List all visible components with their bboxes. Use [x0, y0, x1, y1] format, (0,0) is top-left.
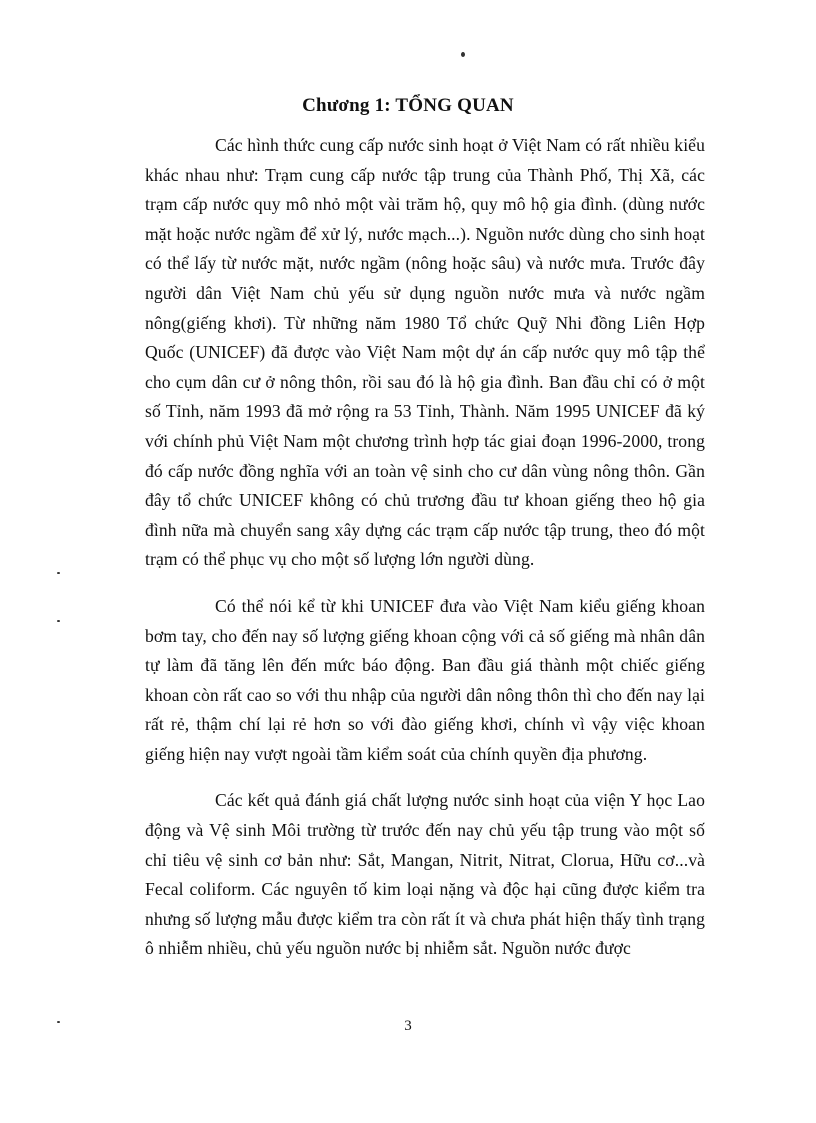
- paragraph-1: Các hình thức cung cấp nước sinh hoạt ở Việt Nam có rất nhiều kiểu khác nhau như: Trạm cung cấp nước tập trung của Thành Phố, Thị Xã, các trạm cấp nước quy mô nhỏ một vài trăm hộ, quy mô hộ gia đình. (dùng nước mặt hoặc nước ngầm để xử lý, nước mạch...). Nguồn nước dùng cho sinh hoạt có thể lấy từ nước mặt, nước ngầm (nông hoặc sâu) và nước mưa. Trước đây người dân Việt Nam chủ yếu sử dụng nguồn nước mưa và nước ngầm nông(giếng khơi). Từ những năm 1980 Tổ chức Quỹ Nhi đồng Liên Hợp Quốc (UNICEF) đã được vào Việt Nam một dự án cấp nước quy mô tập thể cho cụm dân cư ở nông thôn, rồi sau đó là hộ gia đình. Ban đầu chỉ có ở một số Tỉnh, năm 1993 đã mở rộng ra 53 Tỉnh, Thành. Năm 1995 UNICEF đã ký với chính phủ Việt Nam một chương trình hợp tác giai đoạn 1996-2000, trong đó cấp nước đồng nghĩa với an toàn vệ sinh cho cư dân vùng nông thôn. Gần đây tổ chức UNICEF không có chủ trương đầu tư khoan giếng theo hộ gia đình nữa mà chuyển sang xây dựng các trạm cấp nước tập trung, theo đó một trạm có thể phục vụ cho một số lượng lớn người dùng.: [145, 135, 705, 570]
- paragraph-2: Có thể nói kể từ khi UNICEF đưa vào Việt Nam kiểu giếng khoan bơm tay, cho đến nay số lượng giếng khoan cộng với cả số giếng mà nhân dân tự làm đã tăng lên đến mức báo động. Ban đầu giá thành một chiếc giếng khoan còn rất cao so với thu nhập của người dân nông thôn thì cho đến nay lại rất rẻ, thậm chí lại rẻ hơn so với đào giếng khơi, chính vì vậy việc khoan giếng hiện nay vượt ngoài tầm kiểm soát của chính quyền địa phương.: [145, 595, 705, 764]
- paragraph-3: Các kết quả đánh giá chất lượng nước sinh hoạt của viện Y học Lao động và Vệ sinh Môi trường từ trước đến nay chủ yếu tập trung vào một số chỉ tiêu vệ sinh cơ bản như: Sắt, Mangan, Nitrit, Nitrat, Clorua, Hữu cơ...và Fecal coliform. Các nguyên tố kim loại nặng và độc hại cũng được kiểm tra nhưng số lượng mẫu được kiểm tra còn rất ít và chưa phát hiện thấy tình trạng ô nhiễm nhiều, chủ yếu nguồn nước bị nhiễm sắt. Nguồn nước được: [145, 790, 705, 959]
- chapter-title: Chương 1: TỔNG QUAN: [302, 95, 514, 116]
- page-number: 3: [404, 1018, 412, 1034]
- scan-mark: [461, 52, 465, 57]
- body-text: [145, 131, 705, 981]
- scan-mark: [57, 572, 60, 574]
- scan-mark: [57, 620, 60, 622]
